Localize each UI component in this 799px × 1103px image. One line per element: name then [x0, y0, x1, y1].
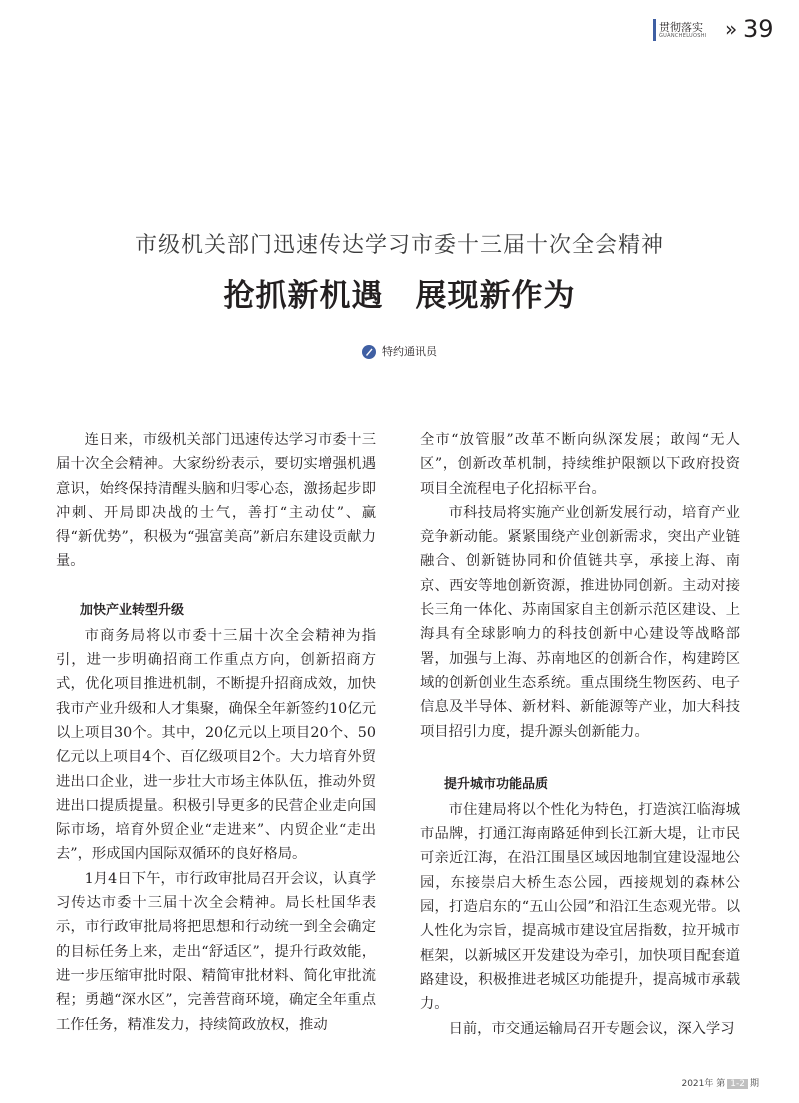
page-number: 39 — [743, 15, 774, 43]
chevron-icon: » — [725, 17, 738, 41]
paragraph-science: 市科技局将实施产业创新发展行动，培育产业竞争新动能。紧紧围绕产业创新需求，突出产业链融合、创新链协同和价值链共享，承接上海、南京、西安等地创新资源，推进协同创新。主动对接长三角一体化、苏南国家自主创新示范区建设、上海具有全球影响力的科技创新中心建设等战略部署，加强与上海、苏南地区的创新合作，构建跨区域的创新创业生态系统。重点围绕生物医药、电子信息及半导体、新材料、新能源等产业，加大科技项目招引力度，提升源头创新能力。 — [420, 504, 740, 740]
footer-year: 2021年 — [681, 1079, 714, 1089]
footer-di: 第 — [716, 1079, 726, 1089]
paragraph-commerce: 市商务局将以市委十三届十次全会精神为指引，进一步明确招商工作重点方向，创新招商方式，优化项目推进机制，不断提升招商成效，加快我市产业升级和人才集聚，确保全年新签约10亿元以上项目30个。其中，20亿元以上项目20个、50亿元以上项目4个、百亿级项目2个。大力培育外贸进出口企业，进一步壮大市场主体队伍，推动外贸进出口提质提量。积极引导更多的民营企业走向国际市场，培育外贸企业“走进来”、内贸企业“走出去”，形成国内国际双循环的良好格局。 — [56, 627, 376, 863]
pen-icon — [362, 345, 376, 359]
article-subtitle: 市级机关部门迅速传达学习市委十三届十次全会精神 — [134, 233, 664, 258]
paragraph-transport: 日前，市交通运输局召开专题会议，深入学习 — [448, 1020, 735, 1037]
paragraph-continued: 全市“放管服”改革不断向纵深发展；敢闯“无人区”，创新改革机制，持续维护限额以下政府投资项目全流程电子化招标平台。 — [420, 432, 740, 497]
right-column — [420, 428, 740, 1041]
left-column — [56, 428, 376, 1037]
section-title: 贯彻落实 — [659, 21, 703, 34]
paragraph-approval: 1月4日下午，市行政审批局召开会议，认真学习传达市委十三届十次全会精神。局长杜国华表示，市行政审批局将把思想和行动统一到全会确定的目标任务上来，走出“舒适区”，提升行政效能，进一步压缩审批时限、精简审批材料、简化审批流程；勇趟“深水区”，完善营商环境，确定全年重点工作任务，精准发力，持续简政放权，推动 — [56, 870, 376, 1033]
section-heading-industry: 加快产业转型升级 — [80, 602, 185, 618]
footer-qi: 期 — [749, 1079, 759, 1089]
byline-text: 特约通讯员 — [382, 345, 437, 358]
paragraph-housing: 市住建局将以个性化为特色，打造滨江临海城市品牌，打通江海南路延伸到长江新大堤，让市民可亲近江海，在沿江围垦区域因地制宜建设湿地公园，东接崇启大桥生态公园，西接规划的森林公园，打造启东的“五山公园”和沿江生态观光带。以人性化为宗旨，提高城市建设宜居指数，拉开城市框架，以新城区开发建设为牵引，加快项目配套道路建设，积极推进老城区功能提升，提高城市承载力。 — [420, 801, 740, 1013]
header-accent-bar — [653, 19, 656, 41]
article-title: 抢抓新机遇 展现新作为 — [223, 278, 576, 314]
intro-paragraph: 连日来，市级机关部门迅速传达学习市委十三届十次全会精神。大家纷纷表示，要切实增强机遇意识，始终保持清醒头脑和归零心态，激扬起步即冲刺、开局即决战的士气，善打“主动仗”、赢得“新优势”，积极为“强富美高”新启东建设贡献力量。 — [56, 432, 376, 570]
section-pinyin: GUANCHELUOSHI — [659, 33, 707, 39]
section-heading-city: 提升城市功能品质 — [444, 776, 549, 792]
issue-badge: 1-2 — [727, 1079, 748, 1089]
page-footer — [681, 1076, 759, 1089]
page-header — [659, 15, 774, 44]
byline — [0, 343, 799, 359]
